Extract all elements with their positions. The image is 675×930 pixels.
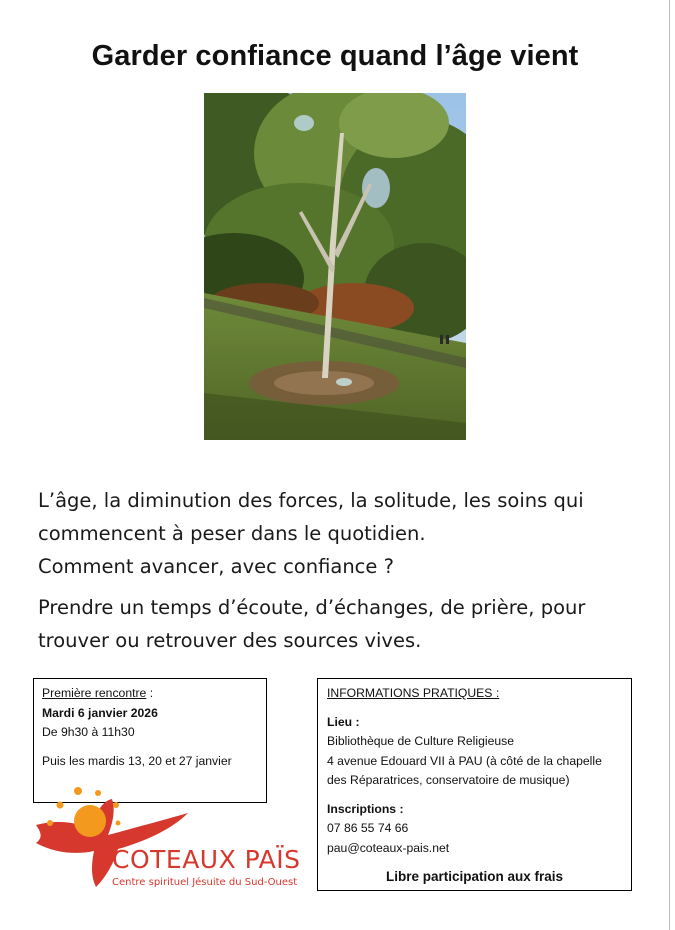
email-address: pau@coteaux-pais.net: [327, 840, 450, 855]
logo-name: COTEAUX PAÏS: [112, 845, 301, 874]
first-meeting-time: De 9h30 à 11h30: [42, 725, 135, 739]
first-meeting-heading: [42, 684, 258, 704]
participation-note: Libre participation aux frais: [385, 869, 564, 884]
page-title: Garder confiance quand l’âge vient: [91, 40, 579, 72]
intro-line: commencent à peser dans le quotidien.: [38, 522, 426, 545]
intro-paragraph-2: [38, 591, 638, 657]
address-line-1: 4 avenue Edouard VII à PAU (à côté de la chapelle: [327, 753, 602, 768]
intro-paragraph-1: [38, 484, 638, 583]
phone-number: 07 86 55 74 66: [327, 821, 409, 835]
intro-line: L’âge, la diminution des forces, la solitude, les soins qui: [38, 489, 584, 512]
lieu-name: Bibliothèque de Culture Religieuse: [327, 734, 514, 748]
intro-line: trouver ou retrouver des sources vives.: [38, 629, 422, 652]
intro-line: Comment avancer, avec confiance ?: [38, 555, 394, 578]
practical-info-heading: INFORMATIONS PRATIQUES :: [327, 686, 500, 700]
intro-line: Prendre un temps d’écoute, d’échanges, de prière, pour: [38, 596, 586, 619]
first-meeting-heading-suffix: :: [146, 686, 154, 700]
page-edge-rule: [669, 0, 670, 930]
following-meetings: Puis les mardis 13, 20 et 27 janvier: [42, 753, 232, 768]
lieu-label: Lieu :: [327, 714, 360, 729]
tree-photo: [204, 93, 466, 440]
tree-landscape-photo-icon: [204, 93, 466, 440]
first-meeting-date: Mardi 6 janvier 2026: [42, 705, 158, 720]
inscriptions-label: Inscriptions :: [327, 801, 404, 816]
intro-text: [38, 484, 638, 657]
logo-subtitle: Centre spirituel Jésuite du Sud-Ouest: [112, 877, 298, 888]
practical-info-box: [317, 678, 632, 891]
coteaux-pais-logo: [30, 783, 315, 893]
first-meeting-heading-text: Première rencontre: [42, 686, 147, 700]
address-line-2: des Réparatrices, conservatoire de musique): [327, 773, 570, 787]
